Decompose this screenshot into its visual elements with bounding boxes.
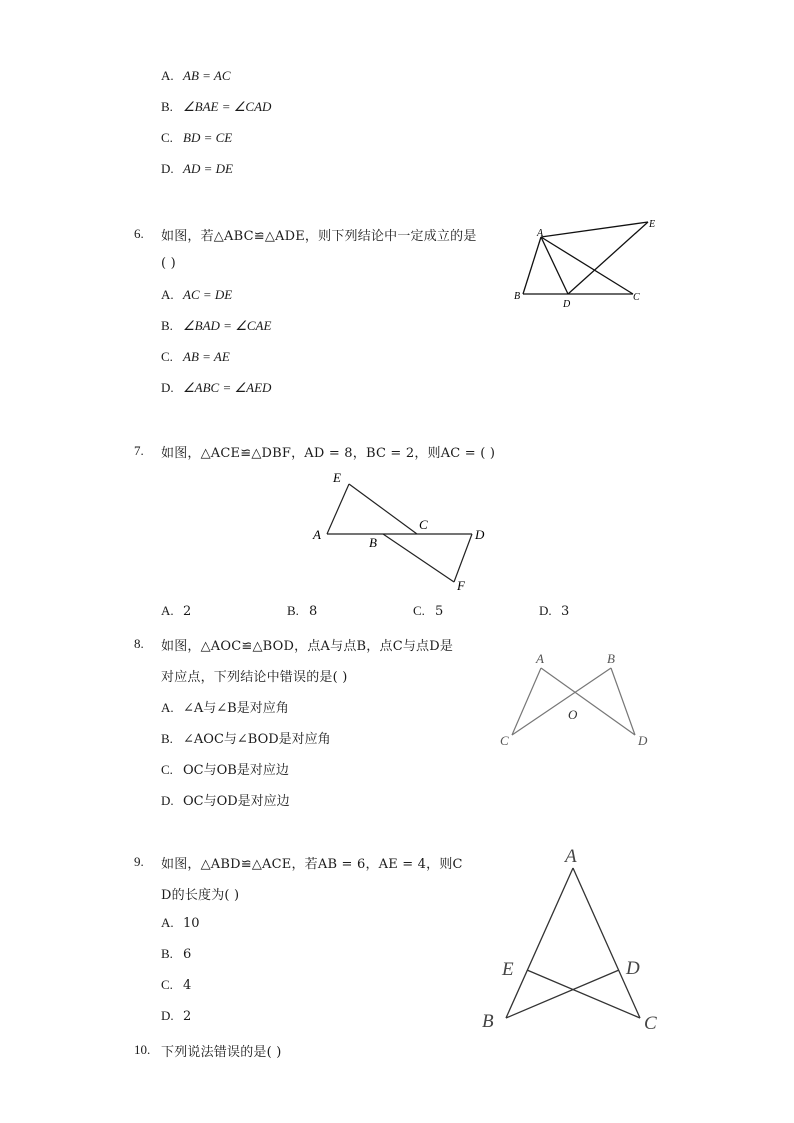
q6-label-e: E <box>649 219 656 230</box>
q8-label-b: B <box>607 651 615 666</box>
q9-label-a: A <box>565 846 577 867</box>
q7-number: 7. <box>134 443 144 458</box>
q6-option-c: C. AB = AE <box>161 349 230 364</box>
q8-seg-ad <box>541 668 635 735</box>
q6-stem-line1: 如图，若△ABC≌△ADE，则下列结论中一定成立的是 <box>161 229 477 244</box>
q8-label-o: O <box>568 707 578 722</box>
q7-label-d: D <box>475 527 485 542</box>
q6-stem-line2: ( ) <box>161 256 176 271</box>
q5-option-c: C. BD = CE <box>161 130 233 145</box>
q8-option-d: D. OC与OD是对应边 <box>161 793 290 809</box>
q6-seg-ab <box>523 237 541 294</box>
q8-option-b: B. ∠AOC与∠BOD是对应角 <box>161 731 331 747</box>
q8-stem-line1: 如图，△AOC≌△BOD，点A与点B，点C与点D是 <box>161 639 454 654</box>
q9-option-b: B. 6 <box>161 946 192 962</box>
q9-label-e: E <box>502 959 514 980</box>
q7-option-c: C. 5 <box>413 603 444 619</box>
q6-option-b: B. ∠BAD = ∠CAE <box>161 318 272 333</box>
q10-number: 10. <box>134 1042 151 1057</box>
q7-figure <box>305 462 495 597</box>
q8-option-c: C. OC与OB是对应边 <box>161 762 289 778</box>
q7-label-f: F <box>457 578 465 593</box>
q5-option-d: D. AD = DE <box>161 161 233 176</box>
q7-stem: 如图，△ACE≌△DBF，AD = 8，BC = 2，则AC = ( ) <box>161 446 496 461</box>
q6-label-d: D <box>563 299 571 310</box>
q6-number: 6. <box>134 226 144 241</box>
q5-option-b: B. ∠BAE = ∠CAD <box>161 99 272 114</box>
q9-seg-ec <box>527 970 640 1018</box>
q7-option-d: D. 3 <box>539 603 570 619</box>
q9-label-d: D <box>626 958 640 979</box>
q9-option-a: A. 10 <box>161 915 200 931</box>
q6-label-b: B <box>514 291 521 302</box>
q7-seg-ec <box>349 484 417 534</box>
q8-label-c: C <box>500 733 509 748</box>
q5-option-a: A. AB = AC <box>161 68 231 83</box>
q6-label-a: A <box>537 228 544 239</box>
q9-seg-bd <box>506 970 619 1018</box>
q8-seg-bd <box>611 668 635 735</box>
q9-label-c: C <box>644 1013 657 1034</box>
q9-label-b: B <box>482 1011 494 1032</box>
q7-label-a: A <box>313 527 321 542</box>
q9-option-c: C. 4 <box>161 977 192 993</box>
q7-option-b: B. 8 <box>287 603 318 619</box>
q6-seg-ae <box>541 222 648 237</box>
q6-seg-de <box>568 222 648 294</box>
q7-label-e: E <box>333 470 341 485</box>
q9-number: 9. <box>134 854 144 869</box>
q8-label-d: D <box>638 733 648 748</box>
q7-seg-bf <box>383 534 454 582</box>
q9-seg-ab <box>506 868 573 1018</box>
q8-option-a: A. ∠A与∠B是对应角 <box>161 700 289 716</box>
q8-label-a: A <box>536 651 544 666</box>
q9-stem-line1: 如图，△ABD≌△ACE，若AB = 6，AE = 4，则C <box>161 857 463 872</box>
q7-label-c: C <box>419 517 428 532</box>
q9-figure <box>475 840 675 1040</box>
q10-stem: 下列说法错误的是( ) <box>161 1045 282 1060</box>
q7-option-a: A. 2 <box>161 603 192 619</box>
q9-seg-ac <box>573 868 640 1018</box>
q6-label-c: C <box>633 292 640 303</box>
q7-label-b: B <box>369 535 377 550</box>
q8-number: 8. <box>134 636 144 651</box>
q8-figure <box>495 648 660 750</box>
q6-option-d: D. ∠ABC = ∠AED <box>161 380 272 395</box>
q7-seg-ae <box>327 484 349 534</box>
q6-option-a: A. AC = DE <box>161 287 233 302</box>
q9-option-d: D. 2 <box>161 1008 192 1024</box>
q9-stem-line2: D的长度为( ) <box>161 888 240 903</box>
q8-stem-line2: 对应点，下列结论中错误的是( ) <box>161 670 348 685</box>
q7-seg-df <box>454 534 472 582</box>
q6-figure <box>505 212 665 312</box>
